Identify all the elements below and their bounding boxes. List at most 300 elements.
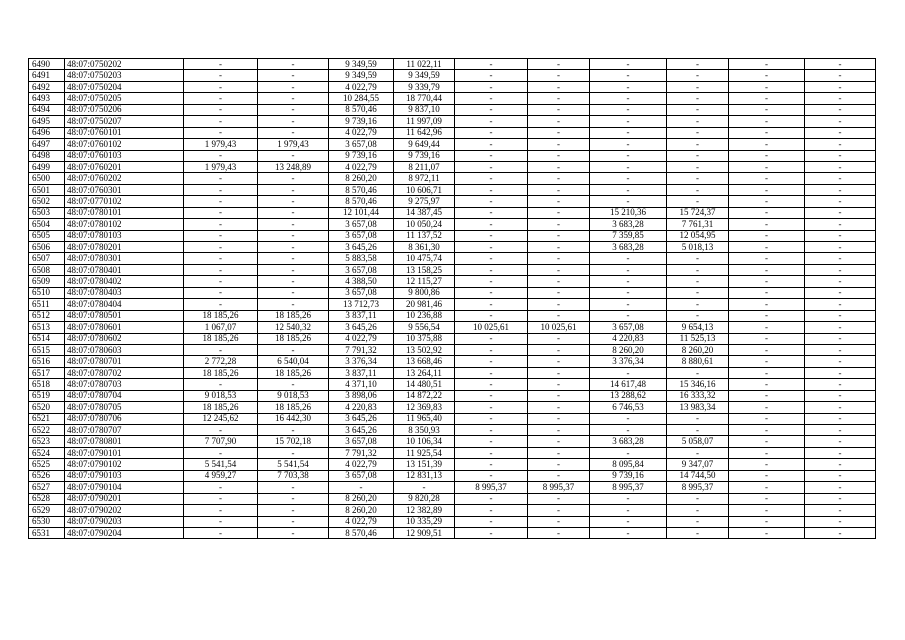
cadastral-number-cell: 48:07:0790204 — [65, 527, 184, 538]
value-col-6-cell: - — [528, 184, 590, 195]
row-number-cell: 6490 — [29, 59, 65, 70]
value-col-9-cell: - — [729, 344, 805, 355]
value-col-4-cell: 10 050,24 — [394, 219, 455, 230]
cadastral-number-cell: 48:07:0790202 — [65, 505, 184, 516]
value-col-6-cell: - — [528, 219, 590, 230]
value-col-1-cell: - — [184, 207, 258, 218]
row-number-cell: 6506 — [29, 242, 65, 253]
value-col-9-cell: - — [729, 470, 805, 481]
value-col-8-cell: - — [667, 425, 729, 436]
value-col-7-cell: - — [590, 367, 667, 378]
value-col-10-cell: - — [805, 516, 876, 527]
table-row — [29, 459, 876, 470]
value-col-7-cell: - — [590, 264, 667, 275]
value-col-10-cell: - — [805, 299, 876, 310]
value-col-4-cell: 12 115,27 — [394, 276, 455, 287]
cadastral-number-cell: 48:07:0780602 — [65, 333, 184, 344]
row-number-cell: 6530 — [29, 516, 65, 527]
value-col-1-cell: - — [184, 493, 258, 504]
value-col-7-cell: - — [590, 425, 667, 436]
value-col-9-cell: - — [729, 299, 805, 310]
value-col-10-cell: - — [805, 139, 876, 150]
value-col-2-cell: - — [258, 425, 329, 436]
row-number-cell: 6528 — [29, 493, 65, 504]
value-col-3-cell: - — [329, 482, 394, 493]
value-col-7-cell: - — [590, 70, 667, 81]
value-col-7-cell: - — [590, 104, 667, 115]
value-col-9-cell: - — [729, 367, 805, 378]
row-number-cell: 6494 — [29, 104, 65, 115]
cadastral-number-cell: 48:07:0780102 — [65, 219, 184, 230]
value-col-4-cell: 13 668,46 — [394, 356, 455, 367]
table-row — [29, 516, 876, 527]
value-col-2-cell: - — [258, 242, 329, 253]
value-col-5-cell: - — [455, 59, 528, 70]
value-col-7-cell: - — [590, 447, 667, 458]
value-col-10-cell: - — [805, 81, 876, 92]
value-col-3-cell: 8 260,20 — [329, 505, 394, 516]
value-col-3-cell: 3 657,08 — [329, 436, 394, 447]
value-col-9-cell: - — [729, 70, 805, 81]
value-col-6-cell: - — [528, 470, 590, 481]
value-col-5-cell: - — [455, 253, 528, 264]
value-col-7-cell: 8 260,20 — [590, 344, 667, 355]
value-col-3-cell: 3 645,26 — [329, 322, 394, 333]
value-col-10-cell: - — [805, 104, 876, 115]
value-col-2-cell: - — [258, 173, 329, 184]
value-col-3-cell: 3 645,26 — [329, 413, 394, 424]
value-col-1-cell: - — [184, 230, 258, 241]
value-col-8-cell: - — [667, 253, 729, 264]
value-col-6-cell: - — [528, 310, 590, 321]
value-col-5-cell: - — [455, 413, 528, 424]
table-row — [29, 287, 876, 298]
value-col-3-cell: 4 220,83 — [329, 402, 394, 413]
value-col-2-cell: - — [258, 287, 329, 298]
value-col-5-cell: - — [455, 196, 528, 207]
value-col-3-cell: 3 376,34 — [329, 356, 394, 367]
value-col-2-cell: - — [258, 104, 329, 115]
value-col-10-cell: - — [805, 264, 876, 275]
value-col-2-cell: 1 979,43 — [258, 139, 329, 150]
value-col-3-cell: 3 657,08 — [329, 230, 394, 241]
value-col-1-cell: 2 772,28 — [184, 356, 258, 367]
value-col-1-cell: 1 979,43 — [184, 139, 258, 150]
value-col-10-cell: - — [805, 207, 876, 218]
value-col-1-cell: - — [184, 219, 258, 230]
cadastral-number-cell: 48:07:0780402 — [65, 276, 184, 287]
cadastral-number-cell: 48:07:0760301 — [65, 184, 184, 195]
value-col-4-cell: 11 965,40 — [394, 413, 455, 424]
value-col-2-cell: 5 541,54 — [258, 459, 329, 470]
table-row — [29, 219, 876, 230]
cadastral-number-cell: 48:07:0750202 — [65, 59, 184, 70]
value-col-4-cell: 9 339,79 — [394, 81, 455, 92]
value-col-4-cell: 11 925,54 — [394, 447, 455, 458]
value-col-4-cell: 10 335,29 — [394, 516, 455, 527]
value-col-3-cell: 3 898,06 — [329, 390, 394, 401]
value-col-8-cell: - — [667, 93, 729, 104]
value-col-1-cell: 1 067,07 — [184, 322, 258, 333]
value-col-2-cell: 12 540,32 — [258, 322, 329, 333]
value-col-9-cell: - — [729, 184, 805, 195]
table-row — [29, 230, 876, 241]
value-col-1-cell: - — [184, 516, 258, 527]
value-col-9-cell: - — [729, 516, 805, 527]
value-col-5-cell: - — [455, 127, 528, 138]
value-col-8-cell: - — [667, 81, 729, 92]
value-col-7-cell: - — [590, 116, 667, 127]
value-col-3-cell: 3 837,11 — [329, 367, 394, 378]
table-row — [29, 196, 876, 207]
row-number-cell: 6510 — [29, 287, 65, 298]
value-col-8-cell: - — [667, 150, 729, 161]
row-number-cell: 6529 — [29, 505, 65, 516]
value-col-2-cell: 16 442,30 — [258, 413, 329, 424]
value-col-7-cell: - — [590, 81, 667, 92]
value-col-4-cell: 9 649,44 — [394, 139, 455, 150]
value-col-10-cell: - — [805, 173, 876, 184]
value-col-7-cell: - — [590, 527, 667, 538]
value-col-3-cell: 8 570,46 — [329, 527, 394, 538]
value-col-10-cell: - — [805, 70, 876, 81]
table-row — [29, 390, 876, 401]
value-col-6-cell: - — [528, 527, 590, 538]
value-col-1-cell: 18 185,26 — [184, 402, 258, 413]
cadastral-number-cell: 48:07:0780101 — [65, 207, 184, 218]
cadastral-number-cell: 48:07:0760201 — [65, 161, 184, 172]
value-col-3-cell: 4 388,50 — [329, 276, 394, 287]
row-number-cell: 6501 — [29, 184, 65, 195]
value-col-4-cell: 14 480,51 — [394, 379, 455, 390]
value-col-4-cell: 9 837,10 — [394, 104, 455, 115]
value-col-6-cell: - — [528, 402, 590, 413]
value-col-5-cell: - — [455, 527, 528, 538]
value-col-6-cell: - — [528, 299, 590, 310]
table-row — [29, 127, 876, 138]
value-col-4-cell: 10 236,88 — [394, 310, 455, 321]
value-col-1-cell: - — [184, 253, 258, 264]
value-col-5-cell: - — [455, 425, 528, 436]
value-col-9-cell: - — [729, 127, 805, 138]
value-col-10-cell: - — [805, 116, 876, 127]
table-row — [29, 436, 876, 447]
value-col-10-cell: - — [805, 390, 876, 401]
value-col-8-cell: 15 724,37 — [667, 207, 729, 218]
value-col-7-cell: 8 095,84 — [590, 459, 667, 470]
row-number-cell: 6515 — [29, 344, 65, 355]
value-col-2-cell: - — [258, 527, 329, 538]
value-col-7-cell: - — [590, 299, 667, 310]
cadastral-number-cell: 48:07:0780704 — [65, 390, 184, 401]
value-col-4-cell: 9 556,54 — [394, 322, 455, 333]
value-col-1-cell: - — [184, 276, 258, 287]
value-col-5-cell: - — [455, 150, 528, 161]
value-col-4-cell: 20 981,46 — [394, 299, 455, 310]
value-col-1-cell: 12 245,62 — [184, 413, 258, 424]
row-number-cell: 6531 — [29, 527, 65, 538]
row-number-cell: 6522 — [29, 425, 65, 436]
table-row — [29, 161, 876, 172]
cadastral-number-cell: 48:07:0760101 — [65, 127, 184, 138]
value-col-6-cell: - — [528, 276, 590, 287]
cadastral-number-cell: 48:07:0780201 — [65, 242, 184, 253]
value-col-6-cell: - — [528, 93, 590, 104]
value-col-3-cell: 3 657,08 — [329, 219, 394, 230]
row-number-cell: 6513 — [29, 322, 65, 333]
value-col-6-cell: - — [528, 116, 590, 127]
value-col-5-cell: - — [455, 173, 528, 184]
value-col-5-cell: - — [455, 93, 528, 104]
value-col-7-cell: - — [590, 413, 667, 424]
value-col-8-cell: - — [667, 173, 729, 184]
value-col-3-cell: 8 570,46 — [329, 196, 394, 207]
value-col-8-cell: - — [667, 104, 729, 115]
cadastral-number-cell: 48:07:0780403 — [65, 287, 184, 298]
table-row — [29, 116, 876, 127]
table-row — [29, 93, 876, 104]
cadastral-number-cell: 48:07:0770102 — [65, 196, 184, 207]
value-col-7-cell: - — [590, 161, 667, 172]
value-col-2-cell: - — [258, 264, 329, 275]
value-col-3-cell: 7 791,32 — [329, 447, 394, 458]
value-col-10-cell: - — [805, 161, 876, 172]
value-col-5-cell: - — [455, 104, 528, 115]
value-col-8-cell: 5 058,07 — [667, 436, 729, 447]
value-col-4-cell: 14 387,45 — [394, 207, 455, 218]
cadastral-number-cell: 48:07:0750206 — [65, 104, 184, 115]
cadastral-number-cell: 48:07:0780603 — [65, 344, 184, 355]
cadastral-number-cell: 48:07:0790203 — [65, 516, 184, 527]
value-col-9-cell: - — [729, 379, 805, 390]
table-row — [29, 242, 876, 253]
value-col-8-cell: 13 983,34 — [667, 402, 729, 413]
value-col-8-cell: - — [667, 527, 729, 538]
value-col-9-cell: - — [729, 505, 805, 516]
value-col-7-cell: - — [590, 139, 667, 150]
value-col-10-cell: - — [805, 356, 876, 367]
value-col-9-cell: - — [729, 196, 805, 207]
value-col-8-cell: 16 333,32 — [667, 390, 729, 401]
cadastral-number-cell: 48:07:0780601 — [65, 322, 184, 333]
value-col-6-cell: - — [528, 264, 590, 275]
value-col-5-cell: - — [455, 219, 528, 230]
value-col-6-cell: - — [528, 459, 590, 470]
value-col-7-cell: - — [590, 287, 667, 298]
value-col-4-cell: 11 022,11 — [394, 59, 455, 70]
value-col-3-cell: 9 739,16 — [329, 116, 394, 127]
value-col-2-cell: 6 540,04 — [258, 356, 329, 367]
value-col-5-cell: 10 025,61 — [455, 322, 528, 333]
value-col-9-cell: - — [729, 219, 805, 230]
value-col-4-cell: - — [394, 482, 455, 493]
value-col-5-cell: - — [455, 344, 528, 355]
value-col-1-cell: - — [184, 70, 258, 81]
value-col-1-cell: - — [184, 196, 258, 207]
value-col-5-cell: - — [455, 493, 528, 504]
value-col-7-cell: - — [590, 516, 667, 527]
value-col-9-cell: - — [729, 322, 805, 333]
value-col-6-cell: - — [528, 139, 590, 150]
value-col-8-cell: - — [667, 264, 729, 275]
value-col-4-cell: 13 158,25 — [394, 264, 455, 275]
cadastral-number-cell: 48:07:0780103 — [65, 230, 184, 241]
row-number-cell: 6500 — [29, 173, 65, 184]
table-row — [29, 482, 876, 493]
value-col-1-cell: 18 185,26 — [184, 333, 258, 344]
row-number-cell: 6517 — [29, 367, 65, 378]
cadastral-number-cell: 48:07:0790101 — [65, 447, 184, 458]
cadastral-number-cell: 48:07:0750204 — [65, 81, 184, 92]
value-col-1-cell: - — [184, 299, 258, 310]
value-col-7-cell: 3 683,28 — [590, 242, 667, 253]
value-col-3-cell: 3 645,26 — [329, 242, 394, 253]
value-col-4-cell: 9 349,59 — [394, 70, 455, 81]
value-col-3-cell: 9 349,59 — [329, 59, 394, 70]
value-col-8-cell: 11 525,13 — [667, 333, 729, 344]
value-col-8-cell: - — [667, 139, 729, 150]
table-row — [29, 207, 876, 218]
cadastral-number-cell: 48:07:0750205 — [65, 93, 184, 104]
value-col-7-cell: - — [590, 59, 667, 70]
value-col-10-cell: - — [805, 402, 876, 413]
value-col-6-cell: - — [528, 70, 590, 81]
row-number-cell: 6493 — [29, 93, 65, 104]
value-col-4-cell: 12 909,51 — [394, 527, 455, 538]
value-col-4-cell: 9 800,86 — [394, 287, 455, 298]
value-col-1-cell: 5 541,54 — [184, 459, 258, 470]
value-col-3-cell: 8 260,20 — [329, 173, 394, 184]
value-col-9-cell: - — [729, 447, 805, 458]
table-row — [29, 413, 876, 424]
value-col-1-cell: - — [184, 150, 258, 161]
value-col-6-cell: - — [528, 493, 590, 504]
table-row — [29, 253, 876, 264]
cadastral-values-table — [28, 58, 876, 539]
value-col-9-cell: - — [729, 493, 805, 504]
value-col-3-cell: 10 284,55 — [329, 93, 394, 104]
value-col-4-cell: 10 475,74 — [394, 253, 455, 264]
row-number-cell: 6523 — [29, 436, 65, 447]
value-col-9-cell: - — [729, 173, 805, 184]
value-col-6-cell: - — [528, 516, 590, 527]
value-col-6-cell: - — [528, 242, 590, 253]
value-col-3-cell: 13 712,73 — [329, 299, 394, 310]
value-col-1-cell: - — [184, 447, 258, 458]
table-row — [29, 299, 876, 310]
value-col-8-cell: - — [667, 310, 729, 321]
table-row — [29, 264, 876, 275]
value-col-8-cell: - — [667, 287, 729, 298]
value-col-8-cell: 9 347,07 — [667, 459, 729, 470]
value-col-4-cell: 10 375,88 — [394, 333, 455, 344]
value-col-1-cell: - — [184, 59, 258, 70]
table-row — [29, 59, 876, 70]
value-col-10-cell: - — [805, 436, 876, 447]
table-row — [29, 493, 876, 504]
value-col-6-cell: - — [528, 447, 590, 458]
value-col-8-cell: - — [667, 447, 729, 458]
value-col-5-cell: - — [455, 161, 528, 172]
value-col-9-cell: - — [729, 242, 805, 253]
value-col-7-cell: 6 746,53 — [590, 402, 667, 413]
value-col-5-cell: - — [455, 367, 528, 378]
value-col-4-cell: 9 820,28 — [394, 493, 455, 504]
value-col-4-cell: 10 106,34 — [394, 436, 455, 447]
value-col-2-cell: - — [258, 116, 329, 127]
value-col-8-cell: - — [667, 184, 729, 195]
value-col-4-cell: 14 872,22 — [394, 390, 455, 401]
value-col-10-cell: - — [805, 459, 876, 470]
cadastral-number-cell: 48:07:0780705 — [65, 402, 184, 413]
value-col-10-cell: - — [805, 447, 876, 458]
value-col-1-cell: - — [184, 127, 258, 138]
value-col-4-cell: 8 211,07 — [394, 161, 455, 172]
table-row — [29, 356, 876, 367]
value-col-1-cell: - — [184, 81, 258, 92]
value-col-10-cell: - — [805, 196, 876, 207]
cadastral-number-cell: 48:07:0760103 — [65, 150, 184, 161]
value-col-1-cell: - — [184, 116, 258, 127]
value-col-9-cell: - — [729, 527, 805, 538]
value-col-10-cell: - — [805, 379, 876, 390]
cadastral-number-cell: 48:07:0780706 — [65, 413, 184, 424]
value-col-9-cell: - — [729, 333, 805, 344]
value-col-2-cell: - — [258, 150, 329, 161]
value-col-8-cell: 14 744,50 — [667, 470, 729, 481]
value-col-2-cell: - — [258, 516, 329, 527]
value-col-5-cell: - — [455, 436, 528, 447]
value-col-2-cell: - — [258, 344, 329, 355]
table-row — [29, 344, 876, 355]
value-col-1-cell: 9 018,53 — [184, 390, 258, 401]
value-col-5-cell: - — [455, 299, 528, 310]
row-number-cell: 6514 — [29, 333, 65, 344]
table-body — [29, 59, 876, 539]
value-col-6-cell: - — [528, 207, 590, 218]
value-col-10-cell: - — [805, 59, 876, 70]
value-col-4-cell: 8 361,30 — [394, 242, 455, 253]
table-row — [29, 173, 876, 184]
value-col-10-cell: - — [805, 527, 876, 538]
cadastral-number-cell: 48:07:0780702 — [65, 367, 184, 378]
value-col-8-cell: - — [667, 367, 729, 378]
table-row — [29, 367, 876, 378]
value-col-2-cell: - — [258, 127, 329, 138]
value-col-5-cell: - — [455, 230, 528, 241]
value-col-2-cell: - — [258, 59, 329, 70]
cadastral-number-cell: 48:07:0780401 — [65, 264, 184, 275]
value-col-2-cell: - — [258, 379, 329, 390]
value-col-1-cell: 18 185,26 — [184, 367, 258, 378]
value-col-8-cell: - — [667, 516, 729, 527]
value-col-7-cell: 8 995,37 — [590, 482, 667, 493]
value-col-2-cell: - — [258, 196, 329, 207]
cadastral-number-cell: 48:07:0780703 — [65, 379, 184, 390]
value-col-5-cell: - — [455, 139, 528, 150]
value-col-8-cell: 15 346,16 — [667, 379, 729, 390]
value-col-10-cell: - — [805, 219, 876, 230]
row-number-cell: 6495 — [29, 116, 65, 127]
document-page — [28, 58, 876, 539]
value-col-6-cell: - — [528, 367, 590, 378]
row-number-cell: 6497 — [29, 139, 65, 150]
value-col-9-cell: - — [729, 459, 805, 470]
value-col-7-cell: 3 657,08 — [590, 322, 667, 333]
table-row — [29, 402, 876, 413]
value-col-9-cell: - — [729, 150, 805, 161]
value-col-6-cell: - — [528, 344, 590, 355]
